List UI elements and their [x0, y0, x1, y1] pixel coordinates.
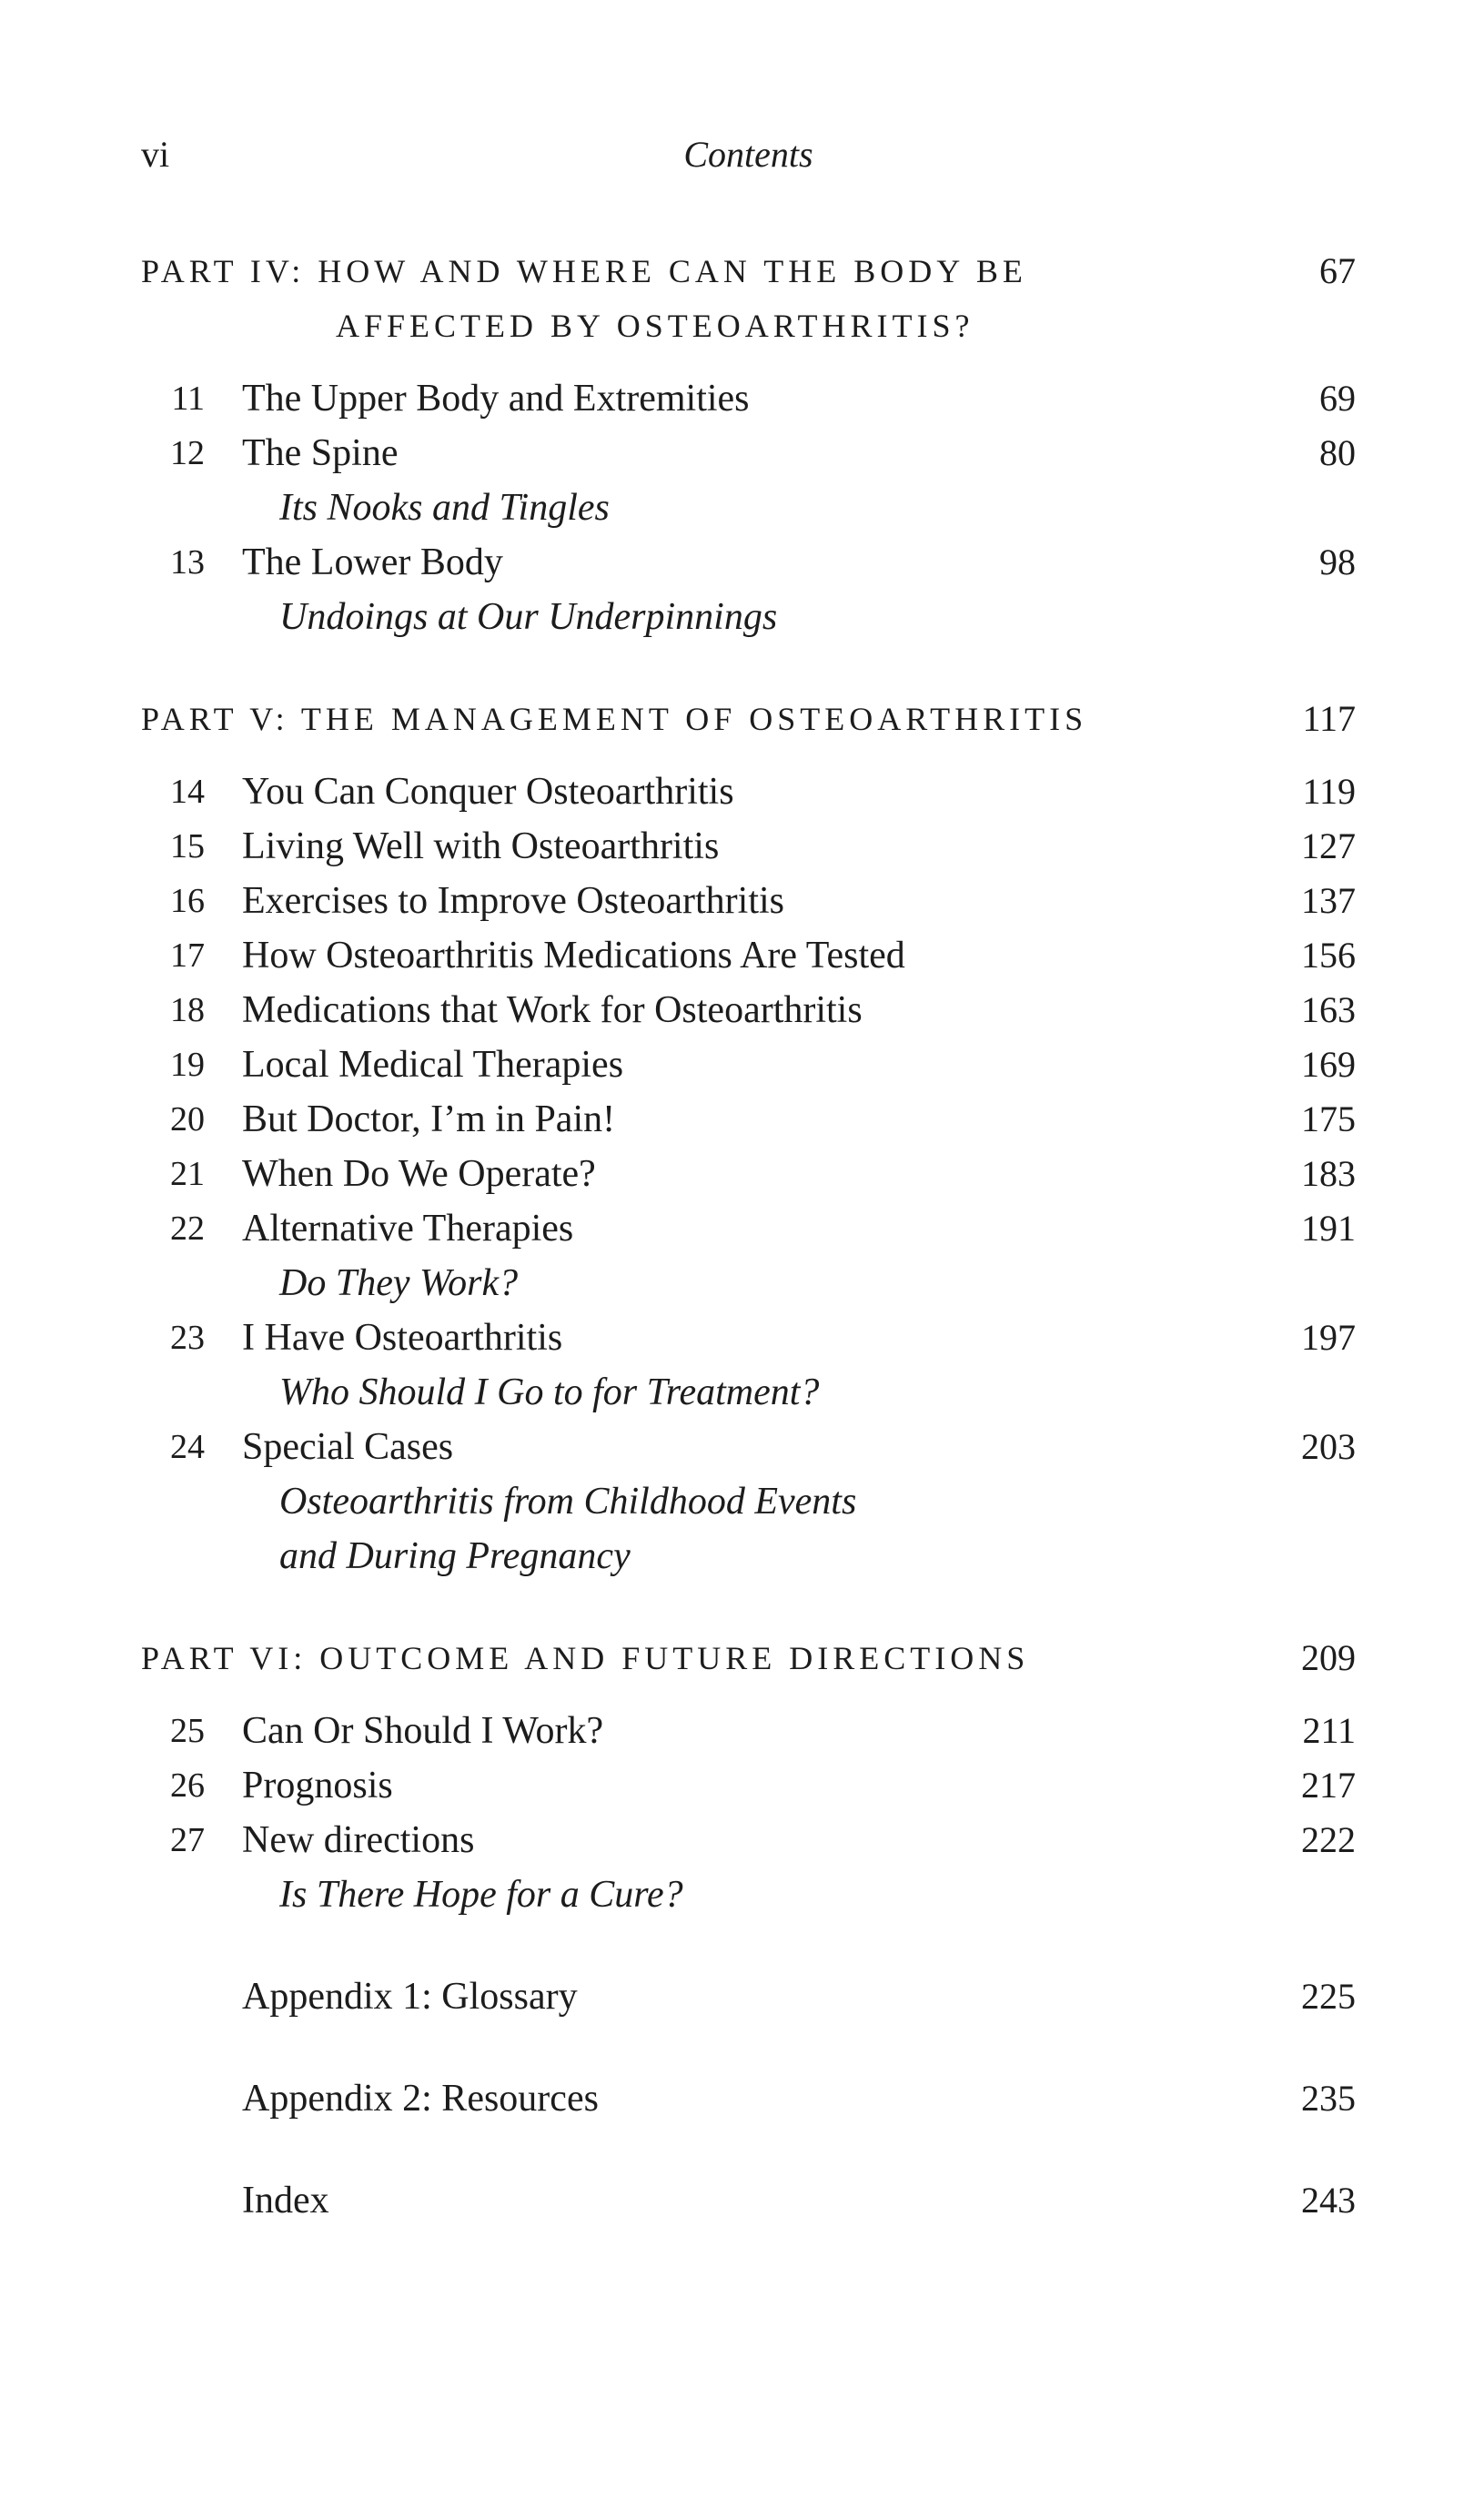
page-number: 217 — [1301, 1765, 1356, 1806]
page-number: 163 — [1301, 989, 1356, 1030]
toc-entry — [141, 1813, 1356, 1922]
page-number: 69 — [1319, 378, 1356, 419]
page-number: 235 — [1301, 2078, 1356, 2119]
page-number: 119 — [1302, 771, 1356, 812]
chapter-subtitle: Osteoarthritis from Childhood Events — [279, 1481, 857, 1523]
toc-entry-appendix-glossary — [141, 1969, 1356, 2024]
page-folio: vi — [141, 134, 170, 175]
spacer — [141, 644, 1356, 692]
toc-entry — [141, 874, 1356, 928]
running-head-title: Contents — [683, 134, 813, 175]
toc-entry — [141, 1201, 1356, 1311]
toc-entry — [141, 1311, 1356, 1420]
chapter-title: But Doctor, I’m in Pain! — [242, 1098, 616, 1140]
page-number: 175 — [1301, 1098, 1356, 1139]
back-matter-title: Appendix 2: Resources — [242, 2078, 599, 2120]
toc-entry — [141, 1037, 1356, 1092]
part-heading-vi — [141, 1631, 1356, 1685]
part-page-number: 209 — [1301, 1637, 1356, 1678]
chapter-number: 15 — [170, 827, 205, 865]
part-page-number: 117 — [1302, 698, 1356, 739]
chapter-title: Exercises to Improve Osteoarthritis — [242, 880, 784, 922]
chapter-number: 19 — [170, 1046, 205, 1084]
page-number: 222 — [1301, 1819, 1356, 1860]
chapter-title: When Do We Operate? — [242, 1153, 596, 1195]
page-number: 137 — [1301, 880, 1356, 921]
chapter-number: 24 — [170, 1428, 205, 1466]
toc-entry-index — [141, 2173, 1356, 2228]
toc-entry — [141, 764, 1356, 819]
page-number: 225 — [1301, 1976, 1356, 2017]
chapter-title: Alternative Therapies — [242, 1208, 574, 1250]
chapter-title: Medications that Work for Osteoarthritis — [242, 989, 863, 1031]
chapter-number: 14 — [170, 773, 205, 811]
chapter-title: The Upper Body and Extremities — [242, 378, 750, 420]
part-title-line: PART IV: HOW AND WHERE CAN THE BODY BE — [141, 253, 1027, 289]
chapter-subtitle: Do They Work? — [279, 1262, 519, 1304]
chapter-title: New directions — [242, 1819, 475, 1861]
toc-entry — [141, 1758, 1356, 1813]
part-title — [141, 244, 1196, 353]
chapter-subtitle: Its Nooks and Tingles — [279, 487, 610, 529]
chapter-subtitle: Undoings at Our Underpinnings — [279, 596, 778, 638]
page-number: 211 — [1302, 1710, 1356, 1751]
chapter-number: 26 — [170, 1766, 205, 1805]
chapter-title: Special Cases — [242, 1426, 454, 1468]
toc-entry — [141, 928, 1356, 983]
chapter-number: 23 — [170, 1319, 205, 1357]
chapter-subtitle: and During Pregnancy — [279, 1535, 631, 1577]
chapter-number: 12 — [170, 434, 205, 472]
chapter-title: Living Well with Osteoarthritis — [242, 825, 720, 867]
chapter-number: 16 — [170, 882, 205, 920]
spacer — [141, 1922, 1356, 1969]
chapter-title: How Osteoarthritis Medications Are Tested — [242, 935, 905, 977]
back-matter-title: Appendix 1: Glossary — [242, 1976, 578, 2018]
chapter-subtitle: Who Should I Go to for Treatment? — [279, 1371, 820, 1413]
part-heading-iv — [141, 244, 1356, 353]
part-title: PART V: THE MANAGEMENT OF OSTEOARTHRITIS — [141, 701, 1088, 737]
table-of-contents — [141, 244, 1356, 2228]
page-number: 191 — [1301, 1208, 1356, 1249]
chapter-title: Prognosis — [242, 1765, 393, 1807]
toc-entry — [141, 1147, 1356, 1201]
part-page-number: 67 — [1319, 250, 1356, 291]
toc-entry — [141, 983, 1356, 1037]
back-matter-title: Index — [242, 2180, 329, 2221]
part-title-line: AFFECTED BY OSTEOARTHRITIS? — [336, 308, 974, 344]
page-number: 156 — [1301, 935, 1356, 976]
chapter-number: 25 — [170, 1712, 205, 1750]
chapter-title: The Lower Body — [242, 541, 503, 583]
chapter-number: 18 — [170, 991, 205, 1029]
chapter-subtitle: Is There Hope for a Cure? — [279, 1874, 683, 1916]
chapter-title: You Can Conquer Osteoarthritis — [242, 771, 734, 813]
page-number: 183 — [1301, 1153, 1356, 1194]
chapter-title: I Have Osteoarthritis — [242, 1317, 563, 1359]
chapter-title: Local Medical Therapies — [242, 1044, 624, 1086]
chapter-title: The Spine — [242, 432, 399, 474]
toc-entry-appendix-resources — [141, 2071, 1356, 2126]
chapter-number: 27 — [170, 1821, 205, 1859]
chapter-number: 13 — [170, 543, 205, 582]
toc-entry — [141, 426, 1356, 535]
toc-entry — [141, 1704, 1356, 1758]
chapter-title: Can Or Should I Work? — [242, 1710, 604, 1752]
running-head — [141, 127, 1356, 182]
chapter-number: 22 — [170, 1209, 205, 1248]
page-number: 203 — [1301, 1426, 1356, 1467]
toc-entry — [141, 371, 1356, 426]
toc-entry — [141, 1420, 1356, 1584]
chapter-number: 20 — [170, 1100, 205, 1139]
part-title: PART VI: OUTCOME AND FUTURE DIRECTIONS — [141, 1640, 1030, 1676]
chapter-number: 17 — [170, 936, 205, 975]
page-number: 80 — [1319, 432, 1356, 473]
toc-entry — [141, 535, 1356, 644]
toc-entry — [141, 819, 1356, 874]
page-number: 127 — [1301, 825, 1356, 866]
toc-entry — [141, 1092, 1356, 1147]
part-heading-v — [141, 692, 1356, 746]
page-number: 98 — [1319, 541, 1356, 582]
spacer — [141, 2024, 1356, 2071]
page-number: 169 — [1301, 1044, 1356, 1085]
page-number: 243 — [1301, 2180, 1356, 2221]
chapter-number: 11 — [171, 380, 205, 418]
chapter-number: 21 — [170, 1155, 205, 1193]
page-number: 197 — [1301, 1317, 1356, 1358]
spacer — [141, 2126, 1356, 2173]
spacer — [141, 1584, 1356, 1631]
